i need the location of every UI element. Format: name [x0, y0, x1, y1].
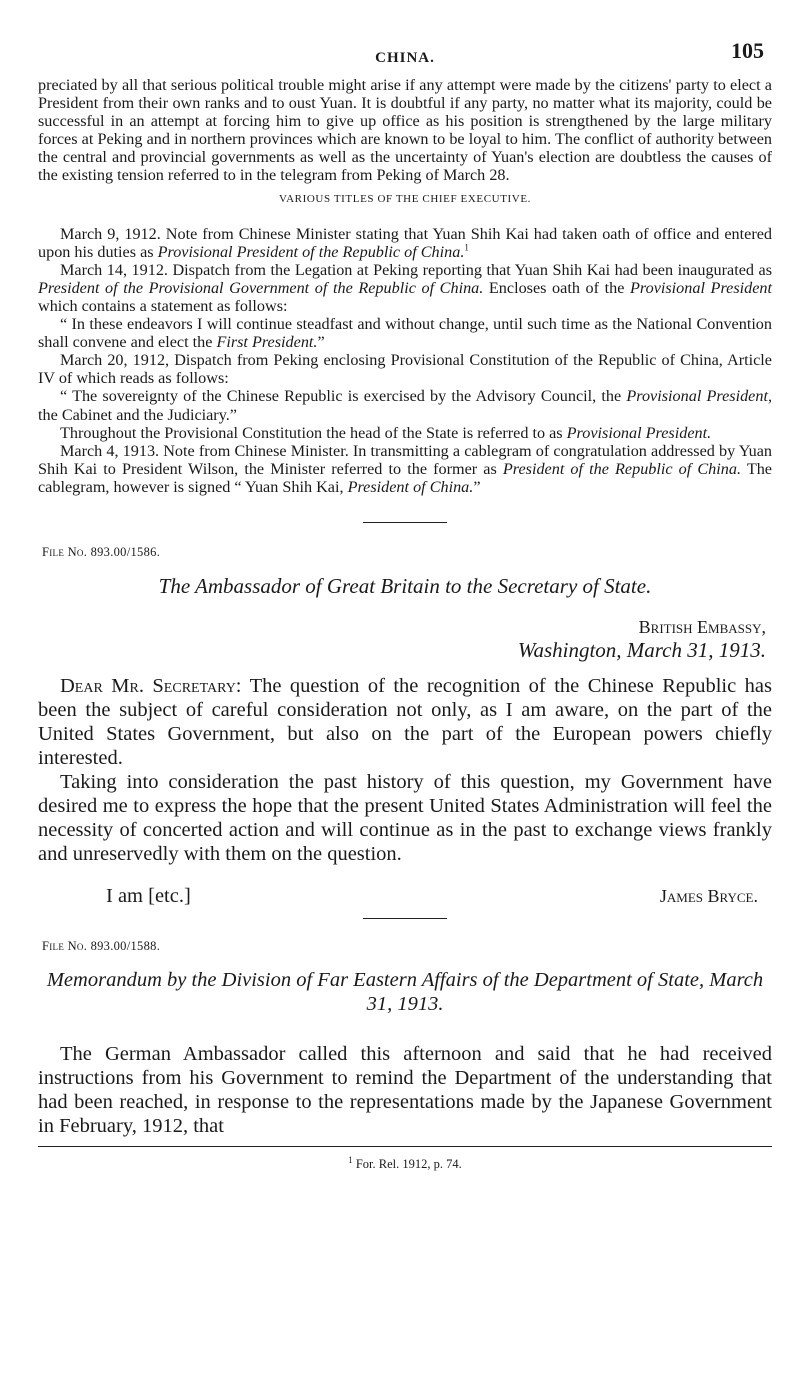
- salutation: Dear Mr. Secretary:: [60, 674, 242, 697]
- section-divider: [363, 522, 447, 523]
- italic-title: President of the Provisional Government of the Republic of China.: [38, 278, 484, 297]
- titles-paragraph: March 20, 1912, Dispatch from Peking enclosing Provisional Constitution of the Republic of China, Article IV of which reads as follows:: [38, 351, 772, 388]
- memo-paragraph: The German Ambassador called this afternoon and said that he had received instructions from his Government to remind the Department of the understanding that had been reached, in response to the representations made by the Japanese Government in February, 1912, that: [38, 1042, 772, 1137]
- italic-title: President of China.: [347, 477, 474, 496]
- footnote: [38, 1154, 772, 1172]
- letter-paragraph: [38, 674, 772, 770]
- quotation: [38, 315, 772, 351]
- text-run: Throughout the Provisional Constitution the head of the State is referred to as: [60, 423, 567, 442]
- footnote-mark: 1: [348, 1154, 353, 1165]
- footnote-text: For. Rel. 1912, p. 74.: [355, 1156, 462, 1171]
- letter-title: The Ambassador of Great Britain to the Secretary of State.: [158, 573, 652, 598]
- memo-title: Memorandum by the Division of Far Eastern Affairs of the Department of State, March 31, 1913.: [46, 968, 764, 1015]
- text-run: ”: [317, 333, 325, 352]
- file-label: File No.: [42, 938, 88, 953]
- file-number: [42, 939, 772, 954]
- titles-paragraph: [38, 261, 772, 315]
- continuation-block: [38, 76, 772, 185]
- quotation: [38, 387, 772, 423]
- italic-title: Provisional President: [630, 278, 772, 297]
- titles-section: [38, 225, 772, 496]
- titles-paragraph: [38, 442, 772, 496]
- running-head-title: CHINA.: [375, 50, 435, 66]
- continuation-paragraph: preciated by all that serious political trouble might arise if any attempt were made by the citizens' party to elect a President from their own ranks and to oust Yuan. It is doubtful if any party, no matter what its majority, could be successful in an attempt at forcing him to give up office as his position is strengthened by the large military forces at Peking and in northern provinces which are known to be loyal to him. The conflict of authority between the central and provincial governments as well as the uncertainty of Yuan's election are doubtless the causes of the existing tension referred to in the telegram from Peking of March 28.: [38, 76, 772, 185]
- footnote-ref: 1: [464, 242, 469, 253]
- text-run: “ The sovereignty of the Chinese Republic is exercised by the Advisory Council, the: [60, 387, 627, 406]
- file-label: File No.: [42, 544, 88, 559]
- signature: James Bryce.: [659, 885, 758, 906]
- italic-title: President of the Republic of China.: [502, 459, 741, 478]
- letter-paragraph: Taking into consideration the past history of this question, my Government have desired me to express the hope that the present United States Administration will feel the necessity of concerted action and will continue as in the past to exchange views frankly and unreservedly with them on the question.: [38, 770, 772, 865]
- file-number-value: 893.00/1588.: [90, 938, 161, 953]
- text-run: The cablegram, however is signed “ Yuan Shih Kai,: [38, 459, 772, 496]
- titles-paragraph: [38, 424, 772, 442]
- italic-title: Provisional President,: [626, 387, 772, 406]
- file-number: [42, 545, 772, 560]
- closing-line: I am [etc.]: [106, 884, 191, 907]
- italic-title: Provisional President.: [566, 423, 712, 442]
- italic-title: First President.: [216, 333, 318, 352]
- text-run: Encloses oath of the: [483, 278, 631, 297]
- letter-body: [38, 674, 772, 866]
- text-run: March 14, 1912. Dispatch from the Legation at Peking reporting that Yuan Shih Kai had been inaugurated as: [60, 260, 772, 279]
- running-head: [38, 36, 772, 76]
- section-heading: VARIOUS TITLES OF THE CHIEF EXECUTIVE.: [279, 192, 531, 205]
- text-run: “ In these endeavors I will continue steadfast and without change, until such time as the National Convention shall convene and elect the: [38, 315, 772, 352]
- letter-dateline: [38, 616, 766, 662]
- file-number-value: 893.00/1586.: [90, 544, 161, 559]
- text-run: March 9, 1912. Note from Chinese Minister stating that Yuan Shih Kai had taken oath of office and entered upon his duties as: [38, 224, 772, 261]
- text-run: March 4, 1913. Note from Chinese Minister. In transmitting a cablegram of congratulation addressed by Yuan Shih Kai to President Wilson, the Minister referred to the former as: [38, 441, 772, 478]
- text-run: which contains a statement as follows:: [38, 296, 288, 315]
- dateline-date: Washington, March 31, 1913.: [517, 637, 766, 662]
- section-divider: [363, 918, 447, 919]
- text-run: The question of the recognition of the Chinese Republic has been the subject of careful consideration not only, as I am aware, on the part of the United States Government, but also on the part of the European powers chiefly interested.: [38, 674, 772, 769]
- italic-title: Provisional President of the Republic of China.: [157, 242, 465, 261]
- dateline-place: British Embassy,: [638, 616, 766, 637]
- titles-paragraph: [38, 225, 772, 261]
- text-run: the Cabinet and the Judiciary.”: [38, 405, 237, 424]
- memo-body: [38, 1042, 772, 1138]
- letter-closing: [38, 868, 772, 908]
- footnote-rule: [38, 1146, 772, 1147]
- text-run: ”: [473, 477, 481, 496]
- page-number: 105: [731, 38, 764, 63]
